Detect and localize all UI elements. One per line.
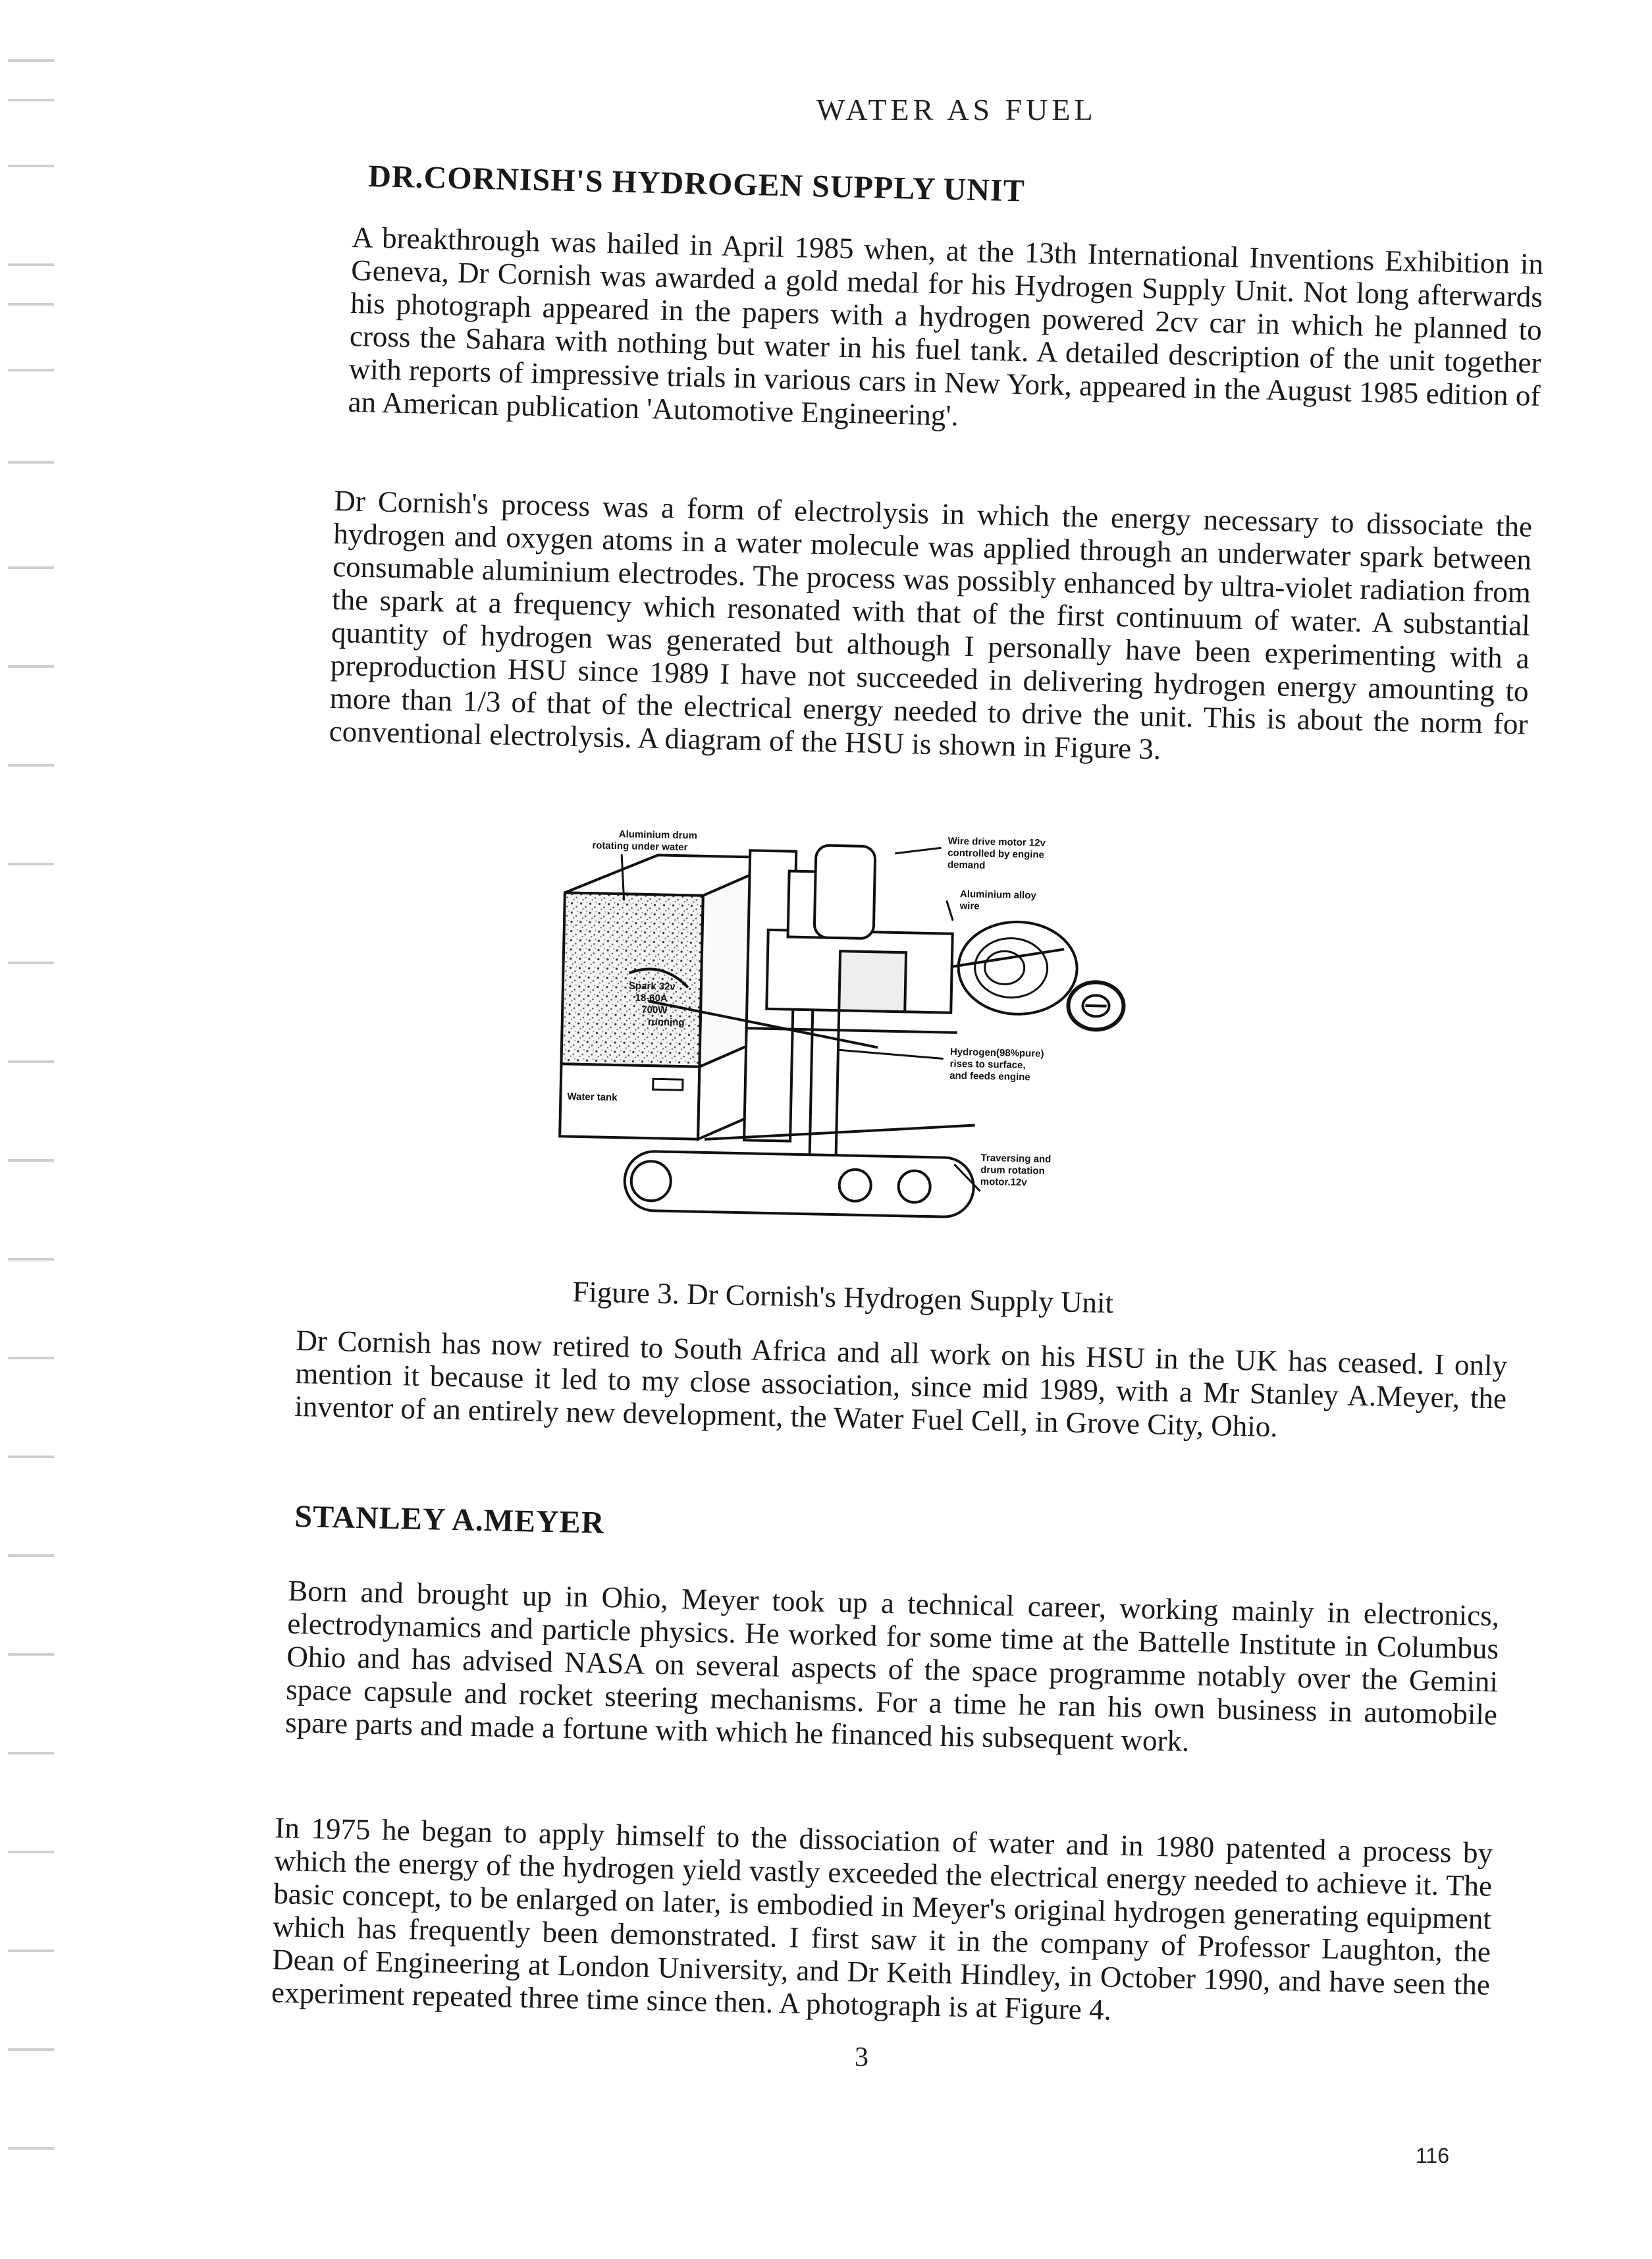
running-header: WATER AS FUEL xyxy=(816,93,1097,126)
paragraph-retired: Dr Cornish has now retired to South Africa and all work on his HSU in the UK has ceased. I only mention it because it led to my close association, since mid 1989, with a Mr Stanley A.Meyer, the inventor of an entirely new development, the Water Fuel Cell, in Grove City, Ohio. xyxy=(294,1324,1508,1444)
paragraph-process: Dr Cornish's process was a form of electrolysis in which the energy necessary to dissociate the hydrogen and oxygen atoms in a water molecule was applied through an underwater spark between consumable aluminium electrodes. The process was possibly enhanced by ultra-violet radiation from the spark at a frequency which resonated with that of the first continuum of water. A substantial quantity of hydrogen was generated but although I personally have been experimenting with a preproduction HSU since 1989 I have not succeeded in delivering hydrogen energy amounting to more than 1/3 of that of the electrical energy needed to drive the unit. This is about the norm for conventional electrolysis. A diagram of the HSU is shown in Figure 3. xyxy=(329,484,1533,766)
label-alloy-1: Aluminium alloy xyxy=(959,888,1037,902)
label-spark-3: 700W xyxy=(641,1004,668,1016)
label-motor-1: Wire drive motor 12v xyxy=(947,835,1046,849)
label-spark-1: Spark 32v xyxy=(628,980,676,993)
label-motor-2: controlled by engine xyxy=(947,847,1045,861)
binder-holes-margin xyxy=(0,0,72,2259)
figure-hsu-diagram xyxy=(545,827,1251,1263)
label-hydrogen-1: Hydrogen(98%pure) xyxy=(949,1046,1044,1060)
aluminium-wire-drum-drawing xyxy=(951,921,1125,1030)
label-traversing-3: motor.12v xyxy=(980,1176,1027,1189)
label-spark-4: running xyxy=(647,1016,685,1029)
page-number: 3 xyxy=(855,2042,868,2073)
label-traversing-2: drum rotation xyxy=(980,1164,1045,1177)
label-spark-2: 18-60A xyxy=(635,992,668,1004)
paragraph-born: Born and brought up in Ohio, Meyer took up a technical career, working mainly in electronics, electrodynamics and particle physics. He worked for some time at the Battelle Institute in Columbus Ohio and has advised NASA on several aspects of the space programme notably over the Gemini space capsule and rocket steering mechanisms. For a time he ran his own business in automobile spare parts and made a fortune with which he financed his subsequent work. xyxy=(284,1574,1500,1758)
folio-number: 116 xyxy=(1416,2144,1450,2167)
section-heading-cornish: DR.CORNISH'S HYDROGEN SUPPLY UNIT xyxy=(367,158,1026,209)
label-drum-1: Aluminium drum xyxy=(618,829,698,842)
label-hydrogen-2: rises to surface, xyxy=(949,1058,1026,1072)
label-hydrogen-3: and feeds engine xyxy=(949,1070,1030,1083)
label-alloy-2: wire xyxy=(959,900,980,912)
section-heading-meyer: STANLEY A.MEYER xyxy=(294,1498,605,1540)
paragraph-breakthrough: A breakthrough was hailed in April 1985 when, at the 13th International Inventions Exhibition in Geneva, Dr Cornish was awarded a gold medal for his Hydrogen Supply Unit. Not long afterwards his photograph appeared in the papers with a hydrogen powered 2cv car in which he planned to cross the Sahara with nothing but water in his fuel tank. A detailed description of the unit together with reports of impressive trials in various cars in New York, appeared in the August 1985 edition of an American publication 'Automotive Engineering'. xyxy=(348,221,1544,432)
label-drum-2: rotating under water xyxy=(592,840,688,854)
label-motor-3: demand xyxy=(947,859,986,871)
hsu-diagram-svg xyxy=(545,827,1251,1263)
paragraph-1975: In 1975 he began to apply himself to the dissociation of water and in 1980 patented a process by which the energy of the hydrogen yield vastly exceeded the electrical energy needed to achieve it. The basic concept, to be enlarged on later, is embodied in Meyer's original hydrogen generating equipment which has frequently been demonstrated. I first saw it in the company of Professor Laughton, the Dean of Engineering at London University, and Dr Keith Hindley, in October 1990, and have seen the experiment repeated three time since then. A photograph is at Figure 4. xyxy=(271,1811,1493,2027)
label-traversing-1: Traversing and xyxy=(980,1152,1052,1165)
figure-caption: Figure 3. Dr Cornish's Hydrogen Supply Unit xyxy=(572,1274,1114,1320)
label-water-tank: Water tank xyxy=(567,1091,618,1104)
